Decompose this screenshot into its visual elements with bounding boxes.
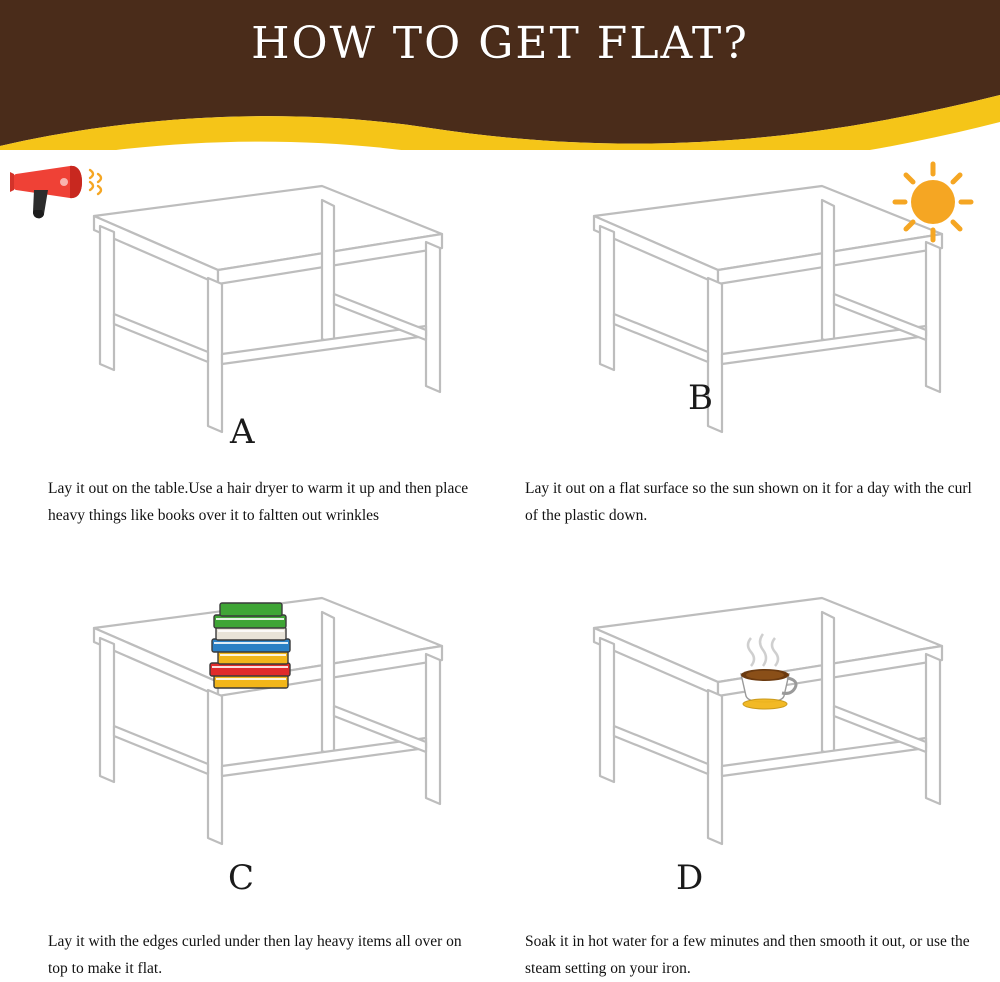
panel-letter-b: B: [688, 378, 713, 418]
hair-dryer-icon: [8, 160, 128, 230]
panel-caption-c: Lay it with the edges curled under then lay heavy items all over on top to make it flat.: [48, 933, 462, 978]
panel-c: [0, 562, 500, 978]
coffee-cup-icon: [715, 632, 815, 712]
panel-letter-a: A: [230, 412, 255, 452]
panel-caption-b: Lay it out on a flat surface so the sun shown on it for a day with the curl of the plastic down.: [525, 480, 972, 525]
page-header: [0, 0, 1000, 150]
stack-of-books-icon: [200, 587, 310, 697]
page-title: HOW TO GET FLAT?: [251, 18, 749, 69]
panel-caption-a: Lay it out on the table.Use a hair dryer to warm it up and then place heavy things like books over it to faltten out wrinkles: [48, 480, 469, 525]
panel-letter-d: D: [676, 858, 704, 898]
panel-a: [0, 150, 500, 562]
table-illustration-d: [522, 576, 982, 866]
panel-letter-c: C: [228, 858, 255, 898]
panel-caption-d: Soak it in hot water for a few minutes and then smooth it out, or use the steam setting on your iron.: [525, 933, 970, 978]
panel-d: [500, 562, 1000, 978]
panel-b: [500, 150, 1000, 562]
panels-grid: [0, 150, 1000, 978]
sun-icon: [875, 150, 985, 250]
